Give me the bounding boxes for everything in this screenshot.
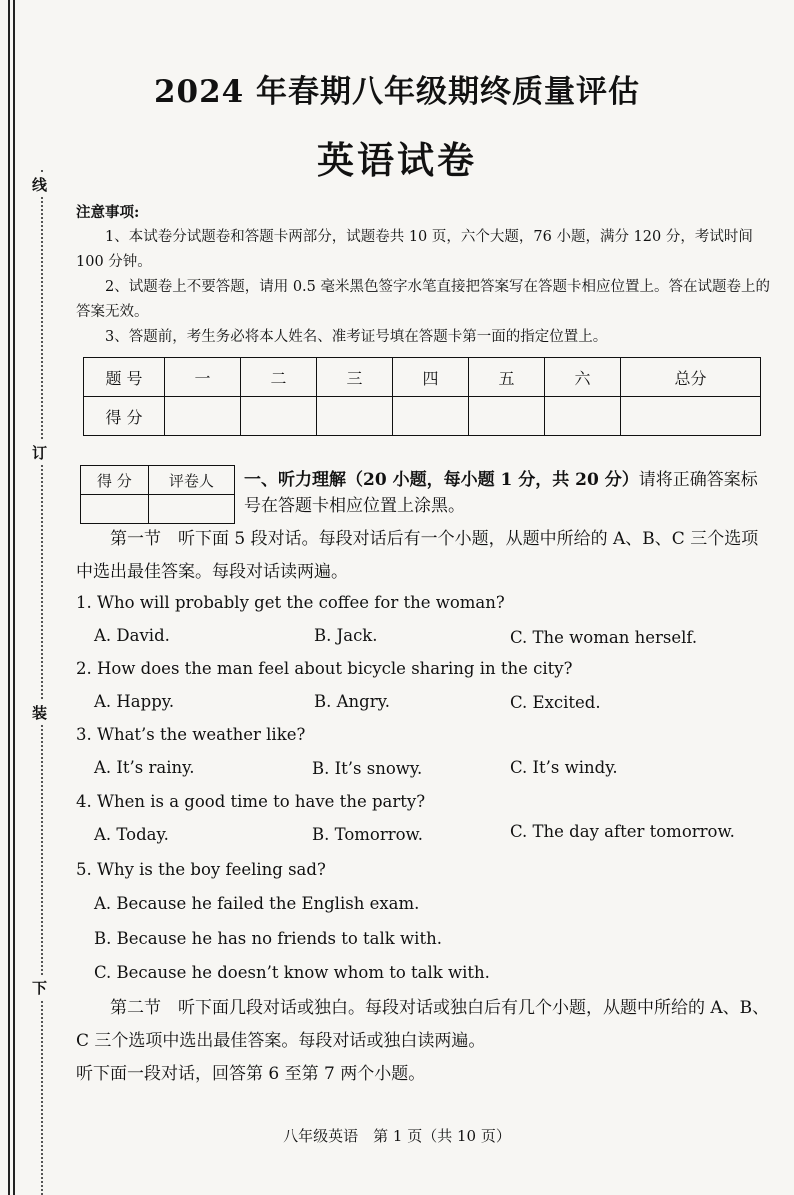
question-stem: 5. Why is the boy feeling sad? xyxy=(76,860,326,879)
part2-instruction xyxy=(76,992,770,1091)
score-table xyxy=(83,357,761,436)
score-cell: 一 xyxy=(165,358,241,397)
grader-score-label: 得 分 xyxy=(81,466,149,495)
option-b: B. Tomorrow. xyxy=(312,825,423,844)
grader-blank xyxy=(148,495,234,524)
option-a: A. Today. xyxy=(94,825,169,844)
score-blank xyxy=(241,397,317,436)
score-blank xyxy=(545,397,621,436)
score-blank xyxy=(393,397,469,436)
question-stem: 4. When is a good time to have the party? xyxy=(76,792,426,811)
note-item: 2、试题卷上不要答题，请用 0.5 毫米黑色签字水笔直接把答案写在答题卡相应位置上。答在试题卷上的答案无效。 xyxy=(76,279,770,320)
score-blank xyxy=(165,397,241,436)
option-b: B. Because he has no friends to talk with. xyxy=(94,929,442,948)
question-stem: 2. How does the man feel about bicycle sharing in the city? xyxy=(76,659,573,678)
grader-blank xyxy=(81,495,149,524)
margin-label-order: 订 xyxy=(32,440,47,465)
option-b: B. It’s snowy. xyxy=(312,759,423,778)
question-stem: 3. What’s the weather like? xyxy=(76,725,306,744)
grader-name-label: 评卷人 xyxy=(148,466,234,495)
page-footer: 八年级英语 第 1 页（共 10 页） xyxy=(283,1127,511,1145)
part1-text: 第一节 听下面 5 段对话。每段对话后有一个小题，从题中所给的 A、B、C 三个选项中选出最佳答案。每段对话读两遍。 xyxy=(76,529,759,582)
option-c: C. The day after tomorrow. xyxy=(510,822,735,841)
score-cell: 总分 xyxy=(621,358,761,397)
score-blank xyxy=(317,397,393,436)
grader-table xyxy=(80,465,235,524)
option-a: A. David. xyxy=(94,626,170,645)
exam-title: 2024 年春期八年级期终质量评估 xyxy=(153,74,641,110)
option-c: C. Excited. xyxy=(510,693,601,712)
score-cell: 二 xyxy=(241,358,317,397)
option-a: A. Happy. xyxy=(94,692,175,711)
score-cell: 六 xyxy=(545,358,621,397)
score-cell: 四 xyxy=(393,358,469,397)
score-blank xyxy=(621,397,761,436)
note-item: 3、答题前，考生务必将本人姓名、准考证号填在答题卡第一面的指定位置上。 xyxy=(105,329,608,345)
section-title: 一、听力理解（20 小题，每小题 1 分，共 20 分） xyxy=(244,470,639,490)
option-a: A. It’s rainy. xyxy=(94,758,195,777)
score-cell: 题 号 xyxy=(84,358,165,397)
notes-heading: 注意事项: xyxy=(76,204,140,221)
score-cell: 三 xyxy=(317,358,393,397)
score-cell: 五 xyxy=(469,358,545,397)
note-item: 1、本试卷分试题卷和答题卡两部分，试题卷共 10 页，六个大题，76 小题，满分 120 分，考试时间 100 分钟。 xyxy=(76,229,753,270)
option-c: C. Because he doesn’t know whom to talk with. xyxy=(94,963,490,982)
section-heading xyxy=(244,467,764,519)
binding-dotted-line xyxy=(41,170,43,1195)
margin-label-below: 下 xyxy=(32,975,47,1000)
part2-sub: 听下面一段对话，回答第 6 至第 7 两个小题。 xyxy=(76,1064,426,1084)
option-c: C. The woman herself. xyxy=(510,628,698,647)
score-table-header-row xyxy=(84,358,761,397)
question-stem: 1. Who will probably get the coffee for the woman? xyxy=(76,593,505,612)
margin-label-bind: 装 xyxy=(32,700,47,725)
margin-label-line: 线 xyxy=(32,172,47,197)
part1-instruction xyxy=(76,523,770,589)
score-row-label: 得 分 xyxy=(84,397,165,436)
score-table-score-row xyxy=(84,397,761,436)
option-b: B. Jack. xyxy=(314,626,378,645)
notes-block xyxy=(76,200,776,350)
score-blank xyxy=(469,397,545,436)
option-a: A. Because he failed the English exam. xyxy=(94,894,420,913)
option-c: C. It’s windy. xyxy=(510,758,618,777)
option-b: B. Angry. xyxy=(314,692,390,711)
exam-subtitle: 英语试卷 xyxy=(317,138,477,182)
part2-text: 第二节 听下面几段对话或独白。每段对话或独白后有几个小题，从题中所给的 A、B、C 三个选项中选出最佳答案。每段对话或独白读两遍。 xyxy=(76,998,770,1051)
section-instruction: 请将正确答案标号在答题卡相应位置上涂黑。 xyxy=(244,470,758,516)
